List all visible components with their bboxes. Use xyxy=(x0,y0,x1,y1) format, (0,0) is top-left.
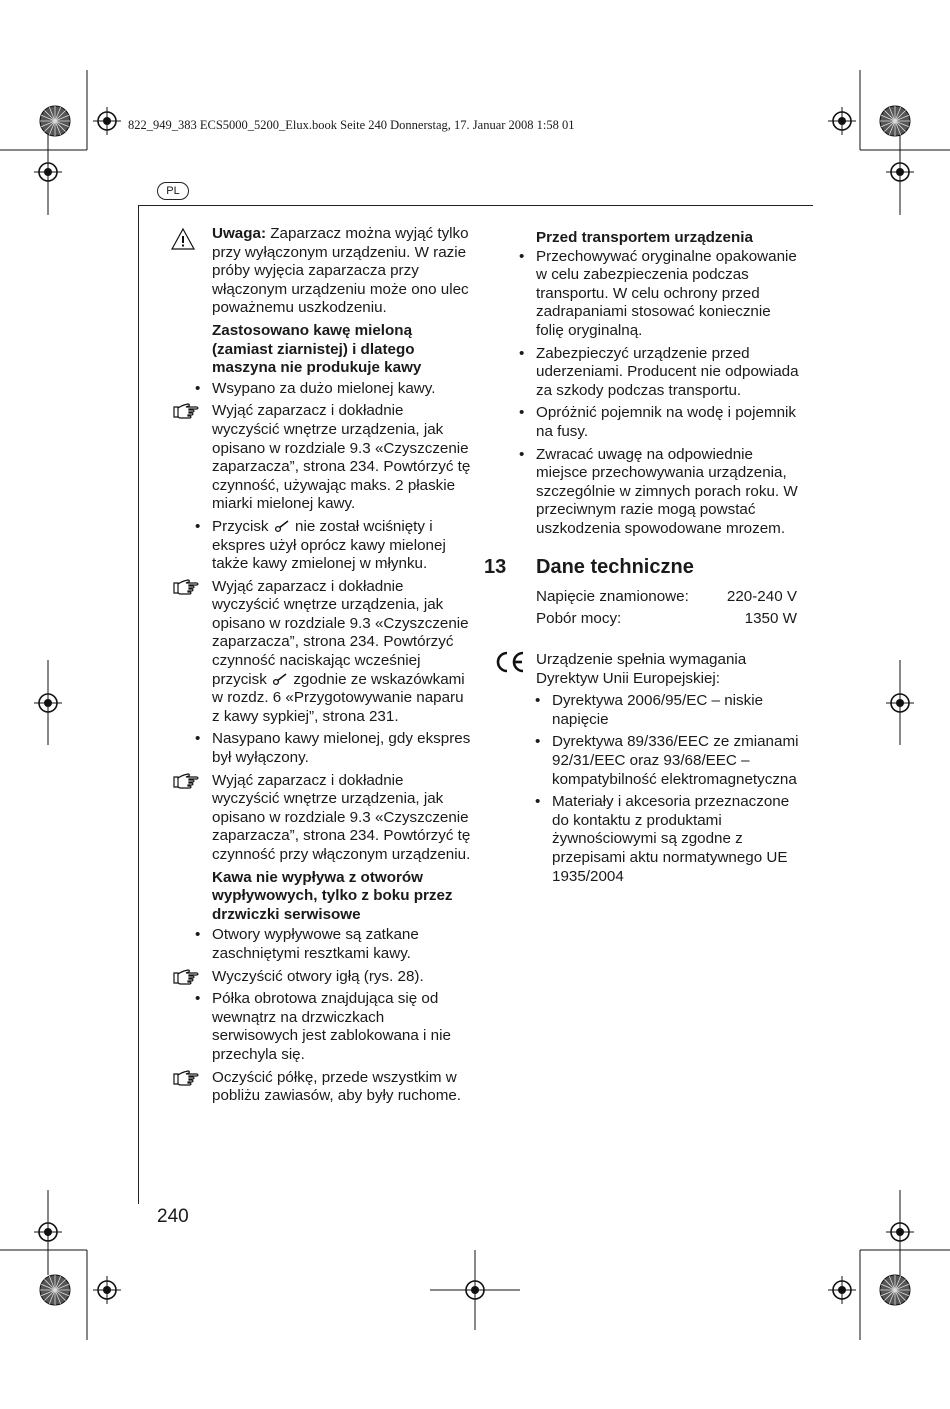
ce-statement xyxy=(536,651,801,688)
warning-text: Zaparzacz można wyjąć tylko przy wyłączonym urządzeniu. W razie próby wyjęcia zaparzacza przy włączonym urządzeniu może ono ulec poważnemu uszkodzeniu. xyxy=(212,225,469,317)
spoon-key-icon xyxy=(273,519,291,533)
action-text-5: Oczyścić półkę, przede wszystkim w pobliżu zawiasów, aby były ruchome. xyxy=(212,1068,462,1105)
action-clean-brewer-2 xyxy=(212,578,474,727)
cause-shelf-blocked: • Półka obrotowa znajdująca się od wewnątrz na drzwiczkach serwisowych jest zablokowana i nie przechyla się. xyxy=(212,990,474,1064)
directive-item: • Dyrektywa 89/336/EEC ze zmianami 92/31/EEC oraz 93/68/EEC – kompatybilność elektromagnetyczna xyxy=(552,733,801,789)
section-number: 13 xyxy=(484,556,507,578)
transport-item: • Opróżnić pojemnik na wodę i pojemnik na fusy. xyxy=(536,404,801,441)
file-header-line: 822_949_383 ECS5000_5200_Elux.book Seite 240 Donnerstag, 17. Januar 2008 1:58 01 xyxy=(128,118,575,132)
language-badge: PL xyxy=(157,182,189,200)
pointing-hand-icon xyxy=(172,772,200,790)
spec-row xyxy=(536,588,797,610)
action-clean-shelf xyxy=(212,1069,474,1106)
action-text-2b: zgodnie ze wskazówkami w rozdz. 6 «Przygotowywanie naparu z kawy sypkiej”, strona 231. xyxy=(212,670,465,725)
spoon-key-icon xyxy=(271,672,289,686)
warning-label: Uwaga: xyxy=(212,225,267,242)
pointing-hand-icon xyxy=(172,402,200,420)
directive-item: • Dyrektywa 2006/95/EC – niskie napięcie xyxy=(552,692,801,729)
spec-row xyxy=(536,610,797,632)
ce-text: Urządzenie spełnia wymagania Dyrektyw Unii Europejskiej: xyxy=(536,651,747,687)
action-text-1: Wyjąć zaparzacz i dokładnie wyczyścić wnętrze urządzenia, jak opisano w rozdziale 9.3 «Czyszczenie zaparzacza”, strona 234. Powtórzyć tę czynność, używając maks. 2 płaskie miarki mielonej kawy. xyxy=(212,402,471,513)
compliance-block xyxy=(536,651,801,890)
action-clean-brewer-1 xyxy=(212,402,474,514)
cause-too-much-coffee: • Wsypano za dużo mielonej kawy. xyxy=(212,380,474,399)
action-text-3: Wyjąć zaparzacz i dokładnie wyczyścić wnętrze urządzenia, jak opisano w rozdziale 9.3 «Czyszczenie zaparzacza”, strona 234. Powtórzyć tę czynność przy włączonym urządzeniu. xyxy=(212,771,471,863)
specs-table xyxy=(536,588,797,632)
action-text-4: Wyczyścić otwory igłą (rys. 28). xyxy=(212,967,424,985)
spec-value: 220-240 V xyxy=(726,588,797,605)
spec-label: Napięcie znamionowe: xyxy=(536,588,689,605)
top-rule xyxy=(138,205,813,206)
transport-item: • Zwracać uwagę na odpowiednie miejsce przechowywania urządzenia, szczególnie w zimnych porach roku. W przeciwnym razie mogą powstać uszkodzenia spowodowane mrozem. xyxy=(536,446,801,539)
cause-text-2b: nie został wciśnięty i ekspres użył oprócz kawy mielonej także kawy zmielonej w młynku. xyxy=(212,517,446,573)
warning-triangle-icon xyxy=(170,227,196,251)
action-clean-outlets xyxy=(212,968,474,987)
directive-item: • Materiały i akcesoria przeznaczone do kontaktu z produktami żywnościowymi są zgodne z przepisami aktu normatywnego UE 1935/2004 xyxy=(552,793,801,886)
pointing-hand-icon xyxy=(172,968,200,986)
section-title: Dane techniczne xyxy=(536,556,694,578)
action-clean-brewer-3 xyxy=(212,772,474,865)
left-column xyxy=(212,225,474,1110)
page-number: 240 xyxy=(157,1206,189,1227)
transport-item: • Zabezpieczyć urządzenie przed uderzeniami. Producent nie odpowiada za szkody podczas transportu. xyxy=(536,345,801,401)
transport-heading: Przed transportem urządzenia xyxy=(536,229,753,246)
ce-mark-icon xyxy=(492,650,526,674)
heading-ground-coffee: Zastosowano kawę mieloną (zamiast ziarnistej) i dlatego maszyna nie produkuje kawy xyxy=(212,321,422,377)
cause-text-2a: Przycisk xyxy=(212,517,269,535)
cause-clogged-outlets: • Otwory wypływowe są zatkane zaschniętymi resztkami kawy. xyxy=(212,926,474,963)
column-rule xyxy=(138,205,139,1204)
transport-item: • Przechowywać oryginalne opakowanie w celu zabezpieczenia podczas transportu. W celu ochrony przed zadrapaniami stosować koniecznie folię oryginalną. xyxy=(536,248,801,341)
spec-label: Pobór mocy: xyxy=(536,610,622,627)
cause-button-not-pressed xyxy=(212,518,474,574)
pointing-hand-icon xyxy=(172,578,200,596)
pointing-hand-icon xyxy=(172,1069,200,1087)
action-text-2a: Wyjąć zaparzacz i dokładnie wyczyścić wnętrze urządzenia, jak opisano w rozdziale 9.3 «Czyszczenie zaparzacza”, strona 234. Powtórzyć czynność naciskając wcześniej przycisk xyxy=(212,577,469,688)
right-column xyxy=(536,229,801,543)
spec-value: 1350 W xyxy=(744,610,797,627)
cause-machine-off: • Nasypano kawy mielonej, gdy ekspres był wyłączony. xyxy=(212,730,474,767)
heading-coffee-side-leak: Kawa nie wypływa z otworów wypływowych, tylko z boku przez drzwiczki serwisowe xyxy=(212,868,453,923)
warning-note xyxy=(212,225,474,318)
